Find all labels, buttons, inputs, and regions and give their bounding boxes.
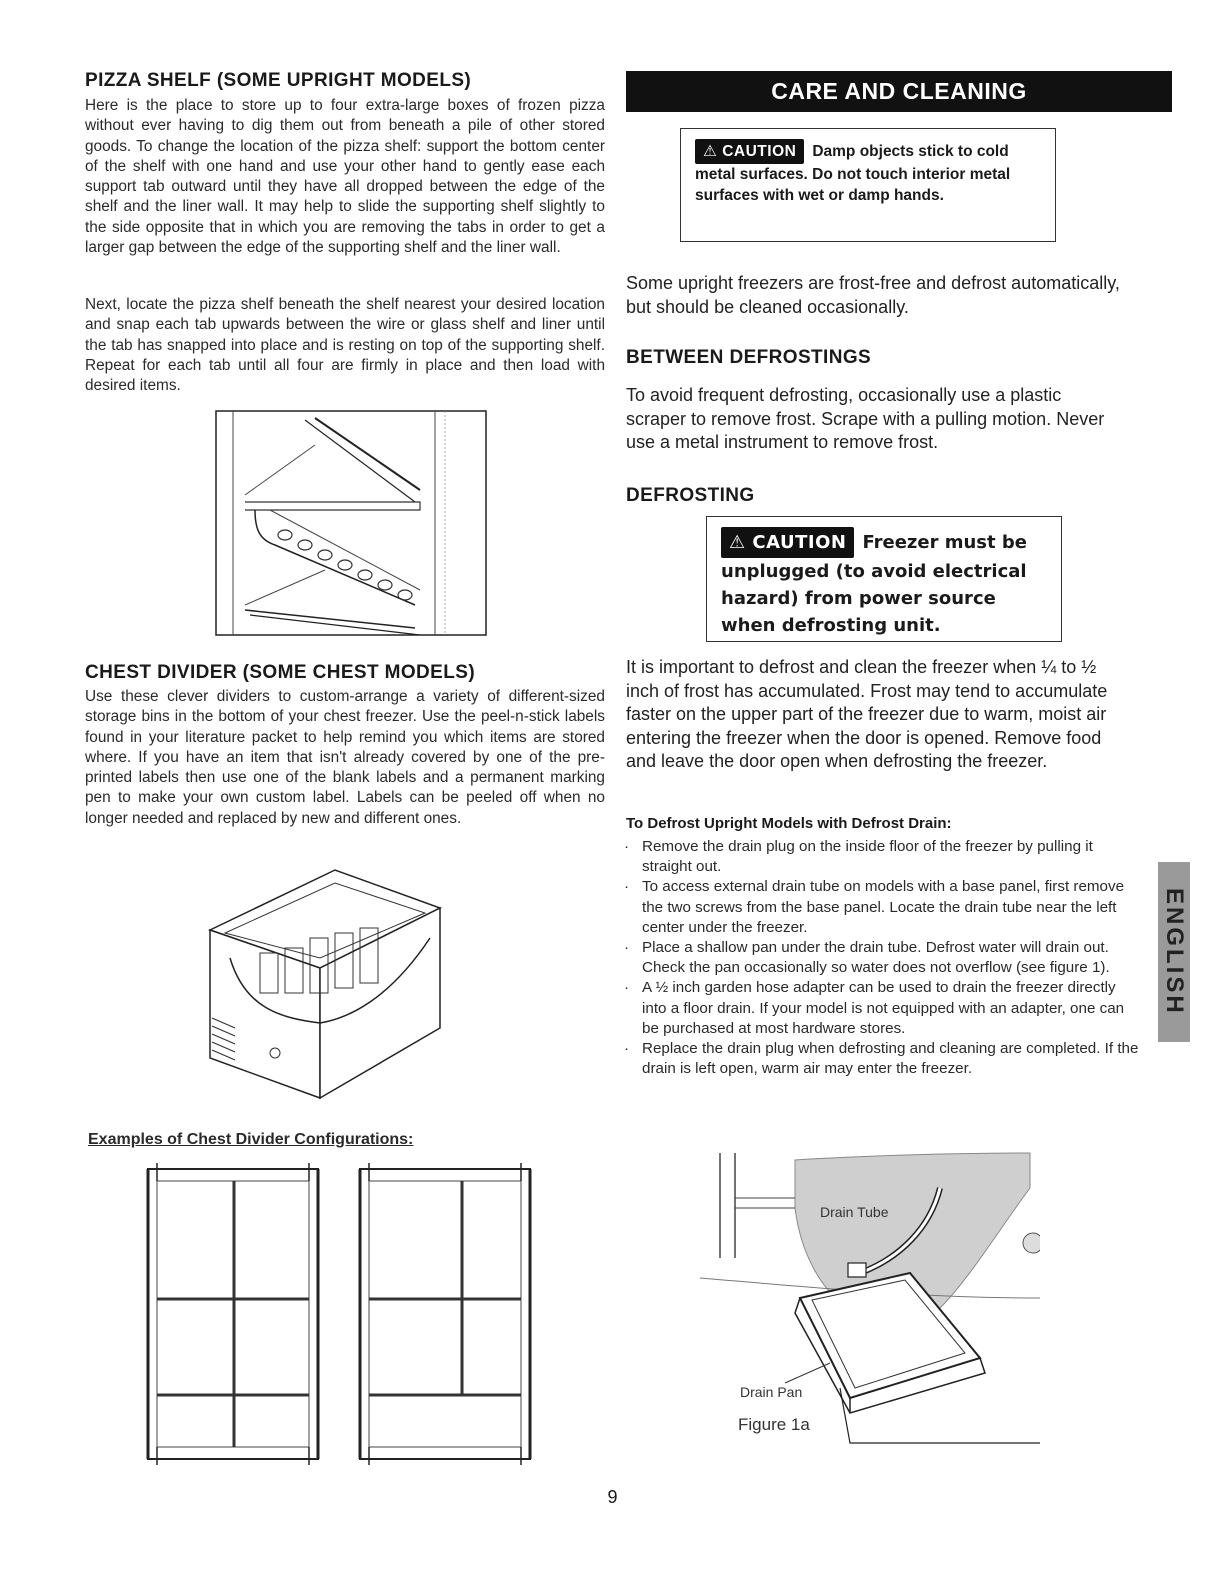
pizza-shelf-paragraph-1: Here is the place to store up to four extra-large boxes of frozen pizza without ever having to dig them out from beneath a pile of other stored goods. To change the location of the pizza shelf: support the bottom center of the shelf with one hand and use your other hand to gently ease each support tab outward until they have all dropped between the edge of the shelf and the liner wall. It may help to slide the supporting shelf slightly to the side opposite that in which you are removing the tabs in order to get a larger gap between the edge of the supporting shelf and the liner wall.	[85, 97, 605, 257]
caution-label: CAUTION	[722, 143, 797, 160]
intro-paragraph: Some upright freezers are frost-free and defrost automatically, but should be cleaned occasionally.	[626, 273, 1120, 317]
divider-configuration-2	[355, 1163, 535, 1465]
chest-divider-examples-caption: Examples of Chest Divider Configurations:	[88, 1131, 414, 1148]
page-number: 9	[607, 1487, 618, 1507]
divider-configuration-1	[143, 1163, 323, 1465]
list-item: · A ½ inch garden hose adapter can be used to drain the freezer directly into a floor drain. If your model is not equipped with an adapter, one can be purchased at most hardware stores.	[622, 978, 1142, 1039]
warning-triangle-icon: ⚠	[703, 143, 718, 160]
pizza-shelf-paragraph-2: Next, locate the pizza shelf beneath the shelf nearest your desired location and snap each tab upwards between the wire or glass shelf and liner until the tab has snapped into place and is resting on top of the supporting shelf. Repeat for each tab until all four are firmly in place and then load with desired items.	[85, 296, 605, 395]
defrosting-paragraph: It is important to defrost and clean the freezer when ¼ to ½ inch of frost has accumulated. Frost may tend to accumulate faster on the upper part of the freezer due to warm, moist air entering the freezer when the door is opened. Remove food and leave the door open when defrosting the freezer.	[626, 657, 1108, 772]
figure-caption: Figure 1a	[738, 1415, 810, 1434]
caution-box-unplug	[706, 516, 1062, 642]
chest-freezer-illustration	[190, 858, 460, 1110]
between-defrostings-heading: BETWEEN DEFROSTINGS	[626, 347, 872, 368]
side-tab-label: ENGLISH	[1161, 888, 1188, 1016]
list-item: · Remove the drain plug on the inside floor of the freezer by pulling it straight out.	[622, 837, 1142, 877]
pizza-shelf-illustration	[215, 410, 487, 636]
list-item: · To access external drain tube on models with a base panel, first remove the two screws from the base panel. Locate the drain tube near the left center under the freezer.	[622, 877, 1142, 938]
english-side-tab	[1158, 862, 1190, 1042]
pizza-shelf-heading: PIZZA SHELF (SOME UPRIGHT MODELS)	[85, 70, 472, 91]
caution-box-damp-objects	[680, 128, 1056, 242]
warning-triangle-icon: ⚠	[729, 532, 746, 553]
between-defrostings-paragraph: To avoid frequent defrosting, occasionally use a plastic scraper to remove frost. Scrape with a pulling motion. Never use a metal instrument to remove frost.	[626, 385, 1105, 453]
upright-defrost-subheading: To Defrost Upright Models with Defrost Drain:	[626, 815, 952, 832]
caution-text-damp-objects: Damp objects stick to cold metal surfaces. Do not touch interior metal surfaces with wet or damp hands.	[695, 143, 1011, 204]
caution-badge-2	[721, 527, 854, 558]
chest-divider-heading: CHEST DIVIDER (SOME CHEST MODELS)	[85, 662, 476, 683]
list-item: · Replace the drain plug when defrosting and cleaning are completed. If the drain is left open, warm air may enter the freezer.	[622, 1039, 1142, 1079]
drain-tube-label: Drain Tube	[820, 1204, 889, 1220]
defrosting-heading: DEFROSTING	[626, 485, 755, 506]
list-item: · Place a shallow pan under the drain tube. Defrost water will drain out. Check the pan occasionally so water does not overflow (see figure 1).	[622, 938, 1142, 978]
drain-pan-label: Drain Pan	[740, 1384, 803, 1400]
care-and-cleaning-banner: CARE AND CLEANING	[626, 71, 1172, 112]
drain-pan-figure	[700, 1148, 1040, 1446]
caution-label-2: CAUTION	[752, 532, 847, 553]
caution-badge	[695, 139, 804, 164]
chest-divider-paragraph: Use these clever dividers to custom-arrange a variety of different-sized storage bins in the bottom of your chest freezer. Use the peel-n-stick labels found in your literature packet to help remind you which items are stored where. If you have an item that isn't already covered by one of the pre-printed labels then use one of the blank labels and a permanent marking pen to make your own custom label. Labels can be peeled off when no longer needed and replaced by new and different ones.	[85, 688, 605, 827]
caution-text-unplug: Freezer must be unplugged (to avoid electrical hazard) from power source when defrosting unit.	[721, 532, 1027, 636]
defrost-steps-list	[622, 837, 1142, 1079]
